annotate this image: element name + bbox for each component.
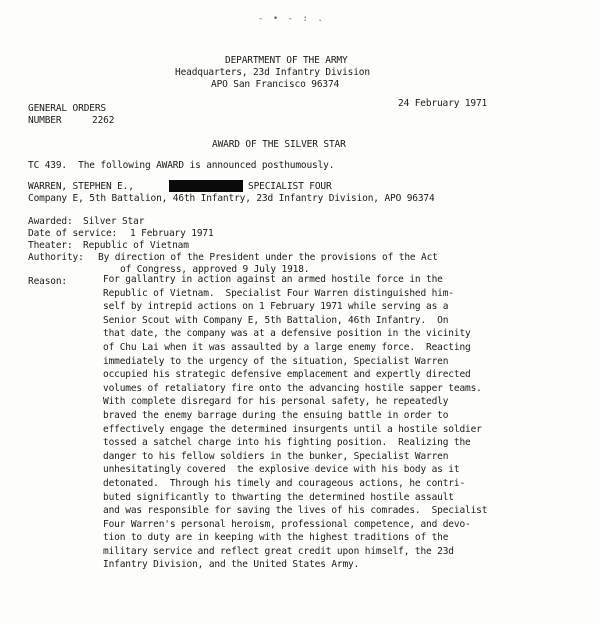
award-title: AWARD OF THE SILVER STAR — [212, 139, 346, 150]
service-date-value: 1 February 1971 — [130, 228, 214, 239]
reason-line: immediately to the urgency of the situation, Specialist Warren — [103, 355, 449, 367]
reason-line: For gallantry in action against an armed hostile force in the — [103, 274, 443, 285]
awarded-label: Awarded: — [28, 216, 73, 227]
reason-line: occupied his strategic defensive emplacement and expertly directed — [103, 369, 471, 381]
reason-line: tion to duty are in keeping with the highest traditions of the — [103, 532, 449, 544]
reason-line: military service and reflect great credit upon himself, the 23d — [103, 545, 454, 557]
reason-line: and was responsible for saving the lives of his comrades. Specialist — [103, 505, 488, 517]
authority-line-1: By direction of the President under the provisions of the Act — [98, 252, 438, 263]
recipient-name: WARREN, STEPHEN E., — [28, 181, 134, 192]
headquarters-line: Headquarters, 23d Infantry Division — [175, 67, 370, 78]
order-number: 2262 — [92, 115, 115, 126]
theater-value: Republic of Vietnam — [83, 240, 189, 251]
reason-line: volumes of retaliatory fire onto the advancing hostile sapper teams. — [103, 382, 482, 394]
reason-label: Reason: — [28, 276, 67, 287]
reason-line: effectively engage the determined insurgents until a hostile soldier — [103, 423, 482, 435]
scan-specks: - • - : . — [258, 14, 325, 24]
theater-label: Theater: — [28, 240, 73, 251]
recipient-unit: Company E, 5th Battalion, 46th Infantry, 23d Infantry Division, APO 96374 — [28, 193, 435, 204]
reason-line: braved the enemy barrage during the ensuing battle in order to — [103, 409, 449, 421]
reason-line: With complete disregard for his personal safety, he repeatedly — [103, 396, 449, 408]
reason-line: that date, the company was at a defensive position in the vicinity — [103, 328, 471, 340]
reason-line: unhesitatingly covered the explosive device with his body as it — [103, 464, 460, 476]
reason-line: detonated. Through his timely and courageous actions, he contri- — [103, 477, 466, 489]
redaction-bar — [169, 180, 243, 192]
authority-line-2: of Congress, approved 9 July 1918. — [120, 264, 310, 275]
order-date: 24 February 1971 — [398, 98, 488, 109]
reason-line: Republic of Vietnam. Specialist Four Warren distinguished him- — [103, 287, 454, 299]
reason-line: of Chu Lai when it was assaulted by a large enemy force. Reacting — [103, 341, 471, 353]
recipient-rank: SPECIALIST FOUR — [248, 181, 332, 192]
reason-line: Four Warren's personal heroism, professional competence, and devo- — [103, 518, 471, 530]
number-label: NUMBER — [28, 115, 62, 126]
reason-line: tossed a satchel charge into his fighting position. Realizing the — [103, 437, 471, 449]
reason-text — [103, 273, 593, 572]
awarded-value: Silver Star — [83, 216, 145, 227]
authority-label: Authority: — [28, 252, 84, 263]
apo-line: APO San Francisco 96374 — [211, 79, 340, 90]
general-orders-label: GENERAL ORDERS — [28, 103, 106, 114]
announcement-line: TC 439. The following AWARD is announced posthumously. — [28, 160, 335, 171]
reason-line: self by intrepid actions on 1 February 1971 while serving as a — [103, 301, 449, 313]
reason-line: buted significantly to thwarting the determined hostile assault — [103, 491, 454, 503]
department-heading: DEPARTMENT OF THE ARMY — [225, 55, 348, 66]
reason-line: Infantry Division, and the United States Army. — [103, 559, 360, 571]
reason-line: Senior Scout with Company E, 5th Battalion, 46th Infantry. On — [103, 314, 449, 326]
reason-line: danger to his fellow soldiers in the bunker, Specialist Warren — [103, 450, 449, 462]
service-date-label: Date of service: — [28, 228, 118, 239]
